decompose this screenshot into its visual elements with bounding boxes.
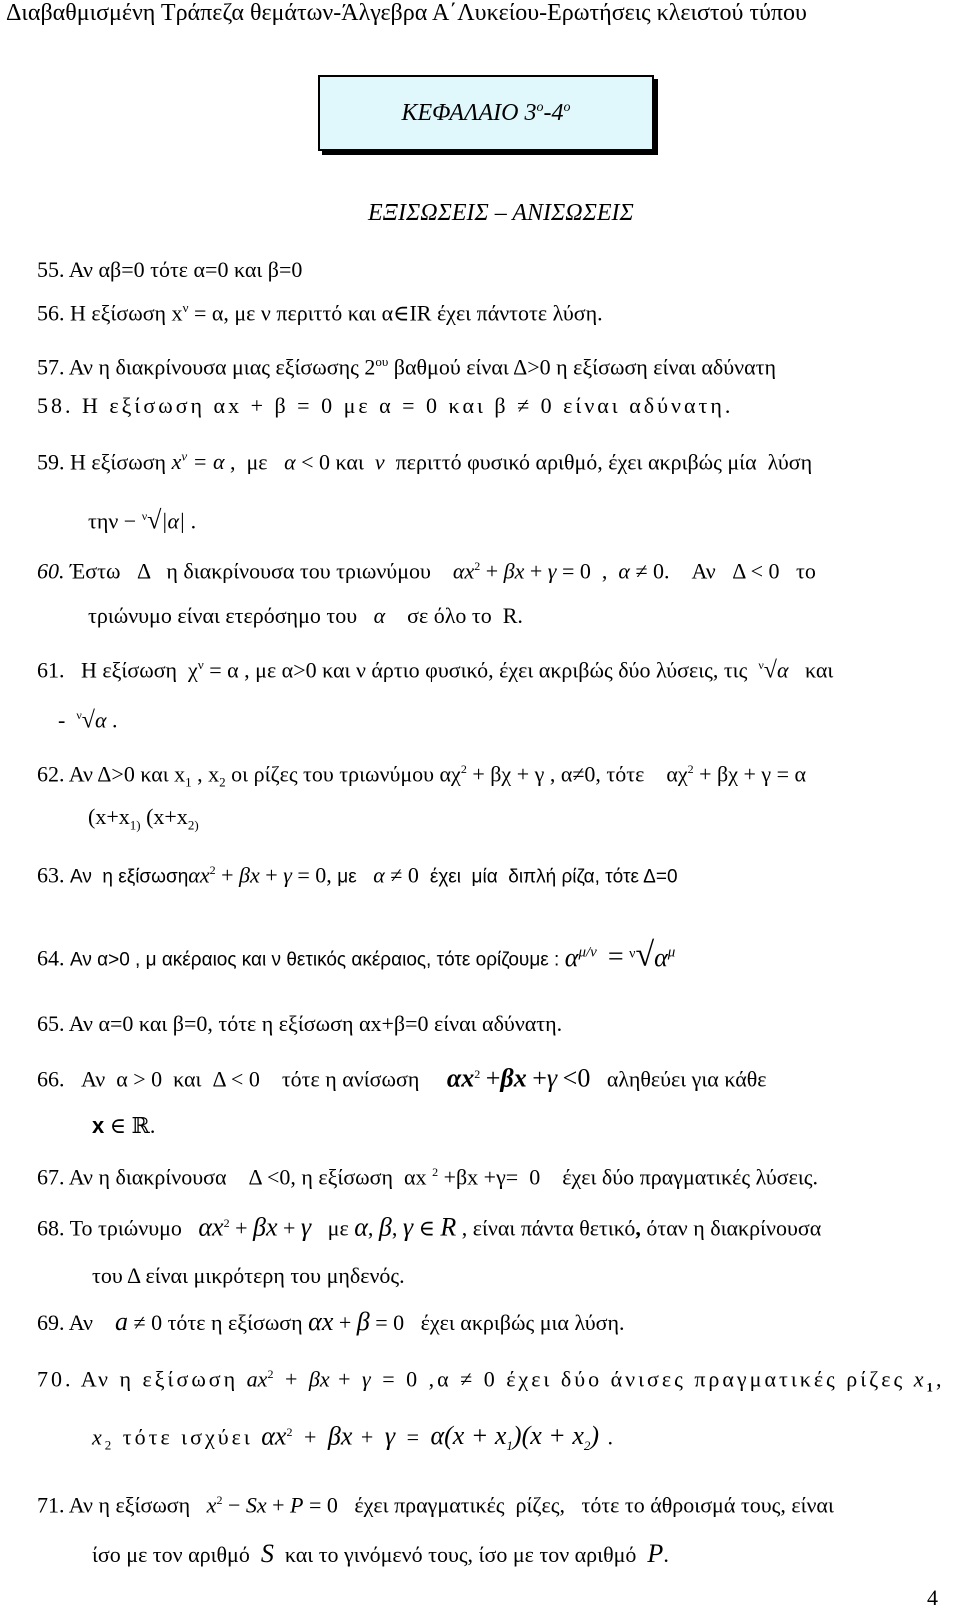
page-number: 4 (927, 1585, 938, 1610)
question-59-line-2: την − $^\nu$√|α| . (88, 505, 197, 535)
question-62-line-2: ($x+x_{1)}$ ($x+x_{2)}$ (88, 804, 199, 833)
question-63: 63. Αν η εξίσωσηαx$^2$ + βx + γ = 0, με α ≠ 0 έχει μία διπλή ρίζα, τότε Δ=0 (37, 862, 678, 888)
question-62-line-1: 62. Αν Δ>0 και $x_1$ , $x_2$ οι ρίζες του τριωνύμου $\alpha\chi^2 + \beta\chi + \gamma$ , α≠0, τότε $\alpha\chi^2 + \beta\chi + \gamma = \alpha$ (37, 761, 807, 790)
question-61-line-2: - $^\nu$√α . (58, 707, 118, 734)
question-68-line-2: του Δ είναι μικρότερη του μηδενός. (92, 1263, 405, 1288)
question-67: 67. Αν η διακρίνουσα Δ <0, η εξίσωση αx $^2$ +βx +γ= 0 έχει δύο πραγματικές λύσεις. (37, 1164, 818, 1190)
question-60-line-1: 60. Έστω Δ η διακρίνουσα του τριωνύμου $\alpha x^2 + \beta x + \gamma = 0$ , α ≠ 0. Αν Δ < 0 το (37, 558, 816, 584)
question-66-line-1: 66. Αν α > 0 και Δ < 0 τότε η ανίσωση $\alpha x^2 +\beta x +\gamma <0$ αληθεύει για κάθε (37, 1063, 767, 1093)
section-title: ΕΞΙΣΩΣΕΙΣ – ΑΝΙΣΩΣΕΙΣ (368, 200, 634, 226)
question-66-line-2: x ∈ ℝ. (92, 1113, 156, 1138)
question-65: 65. Αν α=0 και β=0, τότε η εξίσωση αx+β=0 είναι αδύνατη. (37, 1011, 563, 1036)
question-71-line-1: 71. Αν η εξίσωση $x^2 - Sx + P = 0$ έχει πραγματικές ρίζες, τότε το άθροισμά τους, είναι (37, 1492, 834, 1518)
document-header: Διαβαθμισμένη Τράπεζα θεμάτων-Άλγεβρα Α΄Λυκείου-Ερωτήσεις κλειστού τύπου (6, 0, 807, 26)
question-57: 57. Αν η διακρίνουσα μιας εξίσωσης $2^{o\upsilon}$ βαθμού είναι Δ>0 η εξίσωση είναι αδύνατη (37, 354, 776, 380)
question-70-line-2: $x_2$ τότε ισχύει $\alpha x^2 + \beta x + \gamma = \alpha(x + x_1)(x + x_2)$ . (92, 1421, 617, 1454)
question-58: 58. Η εξίσωση αx + β = 0 με α = 0 και β ≠ 0 είναι αδύνατη. (37, 393, 734, 418)
question-56: 56. Η εξίσωση $x^\nu = \alpha$, με ν περιττό και α∈IR έχει πάντοτε λύση. (37, 300, 603, 326)
question-70-line-1: 70. Αν η εξίσωση $ax^2 + \beta x + \gamma = 0$ ,α ≠ 0 έχει δύο άνισες πραγματικές ρίζες $x_1$, (37, 1366, 945, 1395)
question-71-line-2: ίσο με τον αριθμό S και το γινόμενό τους, ίσο με τον αριθμό P. (92, 1539, 669, 1568)
question-64: 64. Αν α>0 , μ ακέραιος και ν θετικός ακέραιος, τότε ορίζουμε : $\alpha^{\mu/\nu} = ^\nu√\alpha^\mu$ (37, 936, 676, 974)
question-68-line-1: 68. Το τριώνυμο $\alpha x^2 + \beta x + \gamma$ με α, β, γ ∈ R , είναι πάντα θετικό, όταν η διακρίνουσα (37, 1212, 822, 1242)
question-55: 55. Αν αβ=0 τότε α=0 και β=0 (37, 257, 303, 282)
question-59-line-1: 59. Η εξίσωση $x^\nu = \alpha$ , με α < 0 και ν περιττό φυσικό αριθμό, έχει ακριβώς μία λύση (37, 449, 813, 475)
question-60-line-2: τριώνυμο είναι ετερόσημο του α σε όλο το R. (88, 603, 523, 628)
chapter-title: ΚΕΦΑΛΑΙΟ $3^o-4^o$ (401, 99, 571, 126)
question-61-line-1: 61. Η εξίσωση $\chi^\nu = \alpha$ , με α>0 και ν άρτιο φυσικό, έχει ακριβώς δύο λύσεις, τις $^\nu$√α και (37, 657, 834, 684)
chapter-title-box (318, 75, 654, 151)
question-69: 69. Αν a ≠ 0 τότε η εξίσωση αx + β = 0 έχει ακριβώς μια λύση. (37, 1307, 625, 1336)
